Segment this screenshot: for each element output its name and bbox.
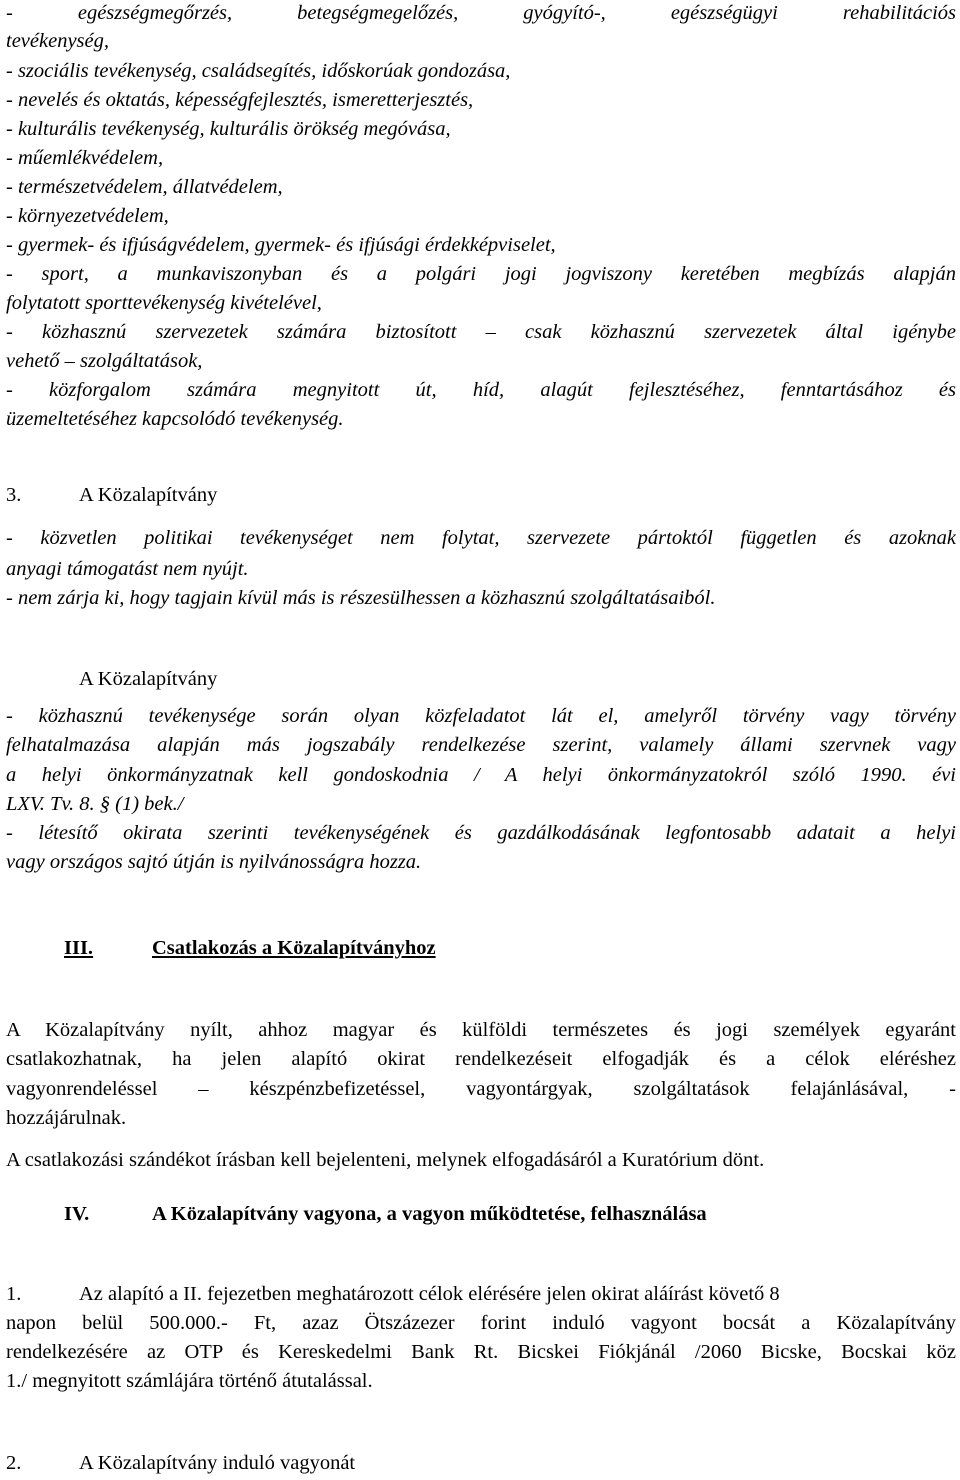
activity-line: - természetvédelem, állatvédelem, [6, 176, 283, 198]
activity-line: - környezetvédelem, [6, 205, 169, 227]
activity-line: - közforgalom számára megnyitott út, híd, alagút fejlesztéséhez, fenntartásához és [6, 379, 956, 401]
chapter-4-item-2-number: 2. [6, 1452, 22, 1474]
section-3b-line: felhatalmazása alapján más jogszabály rendelkezése szerint, valamely állami szervnek vagy [6, 734, 956, 756]
activity-line: - sport, a munkaviszonyban és a polgári jogi jogviszony keretében megbízás alapján [6, 263, 956, 285]
section-3-number: 3. [6, 484, 22, 506]
chapter-4-title: A Közalapítvány vagyona, a vagyon működtetése, felhasználása [152, 1203, 707, 1225]
activity-line: - szociális tevékenység, családsegítés, időskorúak gondozása, [6, 60, 511, 82]
section-3b-line: a helyi önkormányzatnak kell gondoskodnia / A helyi önkormányzatokról szóló 1990. évi [6, 764, 956, 786]
activity-line: - kulturális tevékenység, kulturális örökség megóvása, [6, 118, 451, 140]
chapter-4-number: IV. [64, 1203, 90, 1225]
chapter-4-item-1-text: Az alapító a II. fejezetben meghatározott célok elérésére jelen okirat aláírást követő 8 [79, 1283, 780, 1305]
chapter-4-item-2-title: A Közalapítvány induló vagyonát [79, 1452, 356, 1474]
chapter-4-item-1-line: 1./ megnyitott számlájára történő átutalással. [6, 1370, 373, 1392]
activity-line: - nevelés és oktatás, képességfejlesztés, ismeretterjesztés, [6, 89, 474, 111]
chapter-4-item-1-number: 1. [6, 1283, 22, 1305]
chapter-4-item-1-line: rendelkezésére az OTP és Kereskedelmi Bank Rt. Bicskei Fiókjánál /2060 Bicske, Bocskai köz [6, 1341, 956, 1363]
chapter-4-item-1-line: napon belül 500.000.- Ft, azaz Ötszázezer forint induló vagyont bocsát a Közalapítvány [6, 1312, 956, 1334]
section-3-title: A Közalapítvány [79, 484, 218, 506]
chapter-4-item-2 [6, 1451, 956, 1475]
section-3-line: - nem zárja ki, hogy tagjain kívül más is részesülhessen a közhasznú szolgáltatásaiból. [6, 587, 716, 609]
chapter-4-item-1-first-line [6, 1282, 956, 1306]
chapter-3-number: III. [64, 937, 94, 959]
activity-line: - műemlékvédelem, [6, 147, 164, 169]
chapter-3-paragraph-line: A Közalapítvány nyílt, ahhoz magyar és külföldi természetes és jogi személyek egyaránt [6, 1019, 956, 1041]
section-3b-line: vagy országos sajtó útján is nyilvánosságra hozza. [6, 851, 422, 873]
activity-line: - közhasznú szervezetek számára biztosított – csak közhasznú szervezetek által igénybe [6, 321, 956, 343]
activity-line: - egészségmegőrzés, betegségmegelőzés, gyógyító-, egészségügyi rehabilitációs [6, 2, 956, 24]
activity-line: - gyermek- és ifjúságvédelem, gyermek- és ifjúsági érdekképviselet, [6, 234, 556, 256]
chapter-3-paragraph-line: csatlakozhatnak, ha jelen alapító okirat rendelkezéseit elfogadják és a célok eléréshez [6, 1048, 956, 1070]
activity-line: vehető – szolgáltatások, [6, 350, 203, 372]
activity-line: üzemeltetéséhez kapcsolódó tevékenység. [6, 408, 344, 430]
chapter-3-paragraph-line: hozzájárulnak. [6, 1107, 127, 1129]
section-3-heading [6, 483, 956, 507]
chapter-3-title: Csatlakozás a Közalapítványhoz [152, 937, 436, 959]
activity-line: tevékenység, [6, 30, 109, 52]
activity-line: folytatott sporttevékenység kivételével, [6, 292, 322, 314]
section-3-line: - közvetlen politikai tevékenységet nem folytat, szervezete pártoktól független és azoknak [6, 527, 956, 549]
section-3-line: anyagi támogatást nem nyújt. [6, 558, 249, 580]
chapter-3-paragraph-line: vagyonrendeléssel – készpénzbefizetéssel, vagyontárgyak, szolgáltatások felajánlásával, - [6, 1078, 956, 1100]
section-3b-line: - létesítő okirata szerinti tevékenységének és gazdálkodásának legfontosabb adatait a helyi [6, 822, 956, 844]
section-3b-line: LXV. Tv. 8. § (1) bek./ [6, 793, 184, 815]
section-3b-title: A Közalapítvány [79, 668, 218, 690]
section-3b-line: - közhasznú tevékenysége során olyan közfeladatot lát el, amelyről törvény vagy törvény [6, 705, 956, 727]
chapter-3-paragraph-2: A csatlakozási szándékot írásban kell bejelenteni, melynek elfogadásáról a Kuratórium dönt. [6, 1149, 765, 1171]
